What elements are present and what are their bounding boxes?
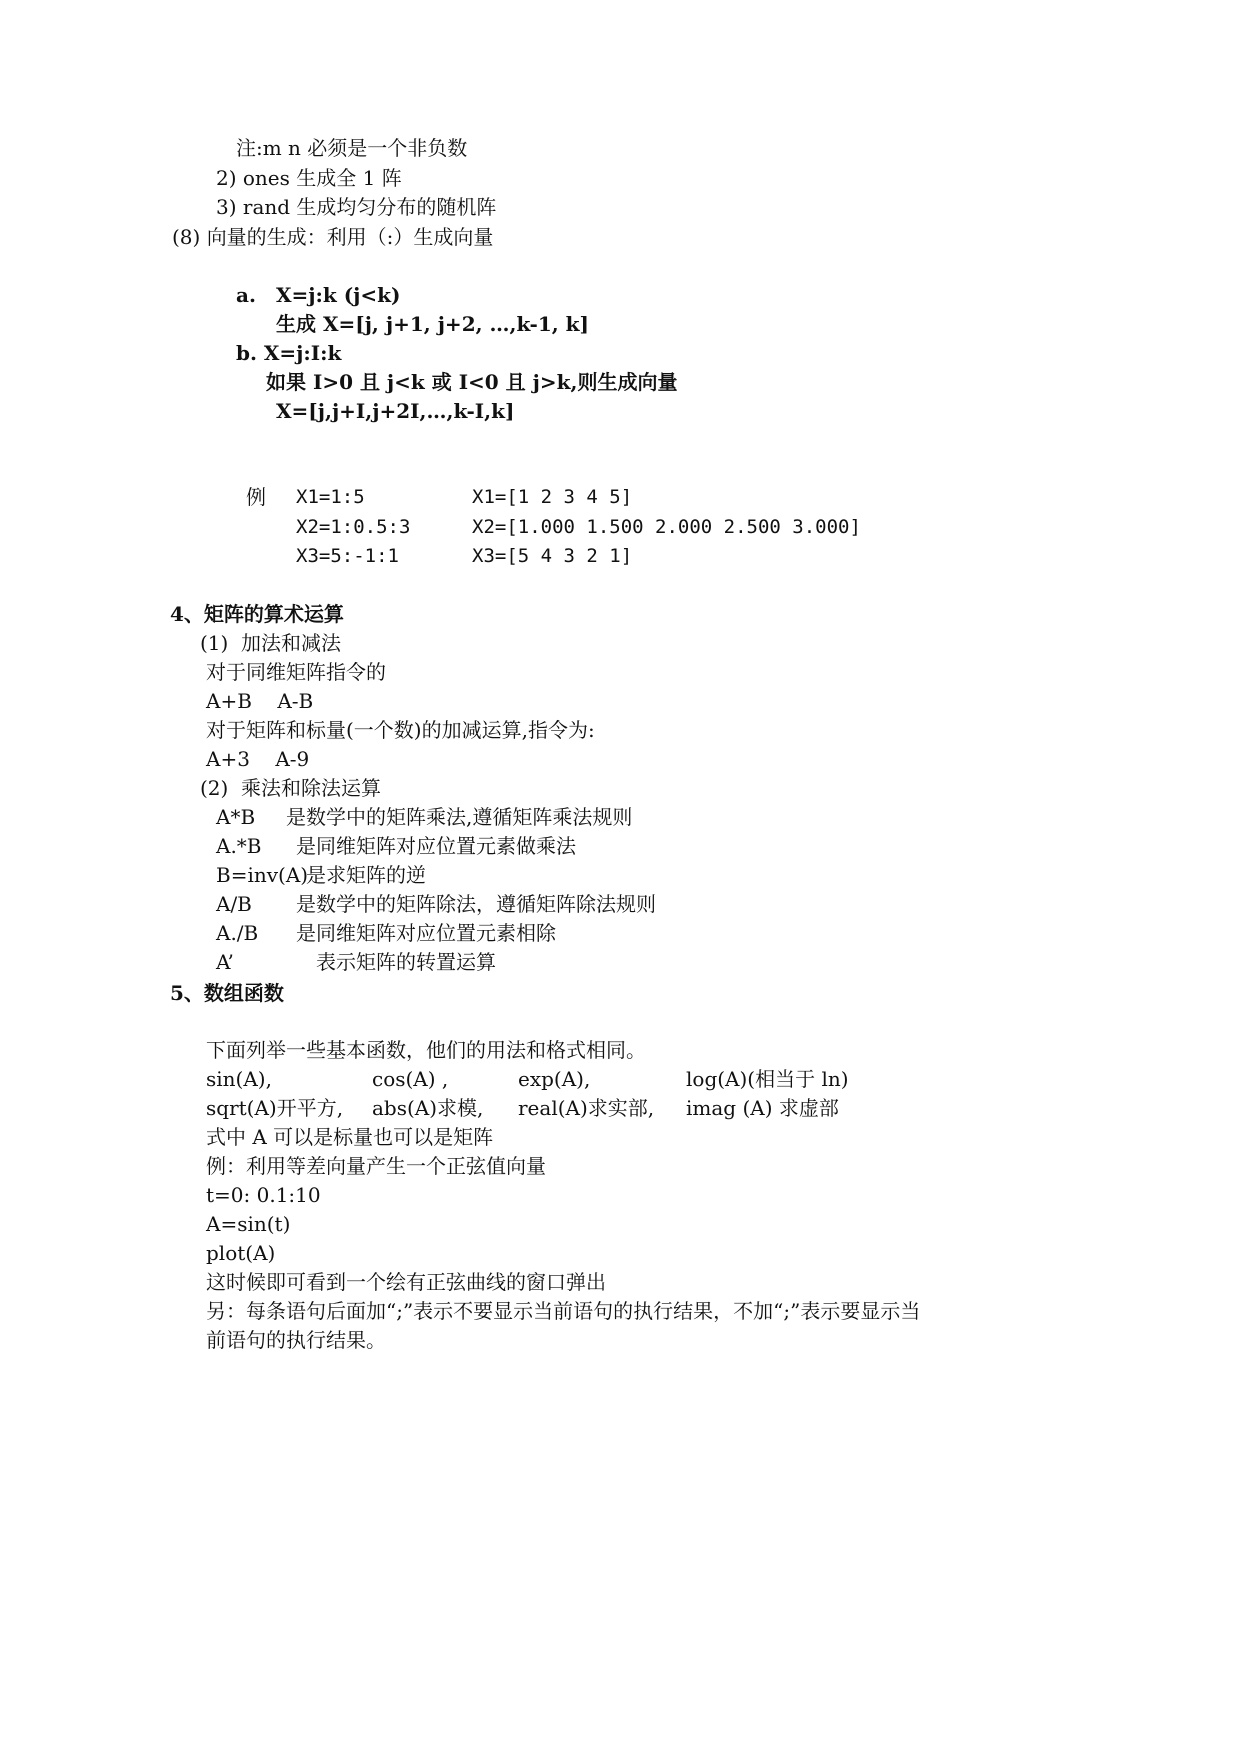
code-line: plot(A) [206,1241,276,1265]
function-item: abs(A)求模, [372,1096,484,1120]
op-desc: 表示矩阵的转置运算 [316,950,496,974]
case-b-result: X=[j,j+I,j+2I,…,k-I,k] [276,399,515,423]
op-desc: 是同维矩阵对应位置元素相除 [296,921,556,945]
list-item-ones: 2) ones 生成全 1 阵 [216,166,402,190]
case-b-line: b. X=j:I:k [236,341,342,365]
function-item: sin(A), [206,1067,272,1091]
list-item-rand: 3) rand 生成均匀分布的随机阵 [216,195,497,219]
example-expr: X2=1:0.5:3 [296,516,411,538]
code-line: t=0: 0.1:10 [206,1183,321,1207]
case-a-generated: 生成 X=[j, j+1, j+2, …,k-1, k] [276,312,590,336]
function-item: exp(A), [518,1067,591,1091]
example-result: X3=[5 4 3 2 1] [472,545,633,567]
op-desc: 是同维矩阵对应位置元素做乘法 [296,834,576,858]
example-result: X1=[1 2 3 4 5] [472,486,633,508]
subheading-mul-div: (2) 乘法和除法运算 [200,776,382,800]
function-item: imag (A) 求虚部 [686,1096,839,1120]
case-a-label: a. [236,283,256,307]
list-item-vector-generation: (8) 向量的生成：利用（:）生成向量 [172,225,494,249]
op-desc: 是数学中的矩阵除法，遵循矩阵除法规则 [296,892,656,916]
op-code: A/B [216,892,252,916]
example-result: X2=[1.000 1.500 2.000 2.500 3.000] [472,516,861,538]
section-heading-5: 5、数组函数 [170,981,284,1005]
function-item: sqrt(A)开平方, [206,1096,344,1120]
example-label: 例 [246,485,266,509]
function-item: log(A)(相当于 ln) [686,1067,849,1091]
code-line: A+3 A-9 [206,747,310,771]
op-code: B=inv(A) [216,863,309,887]
paragraph: 式中 A 可以是标量也可以是矩阵 [206,1125,494,1149]
code-line: A=sin(t) [206,1212,291,1236]
paragraph: 前语句的执行结果。 [206,1328,386,1352]
subheading-add-sub: (1) 加法和减法 [200,631,342,655]
section-heading-4: 4、矩阵的算术运算 [170,602,344,626]
paragraph: 另：每条语句后面加“;”表示不要显示当前语句的执行结果，不加“;”表示要显示当 [206,1299,921,1323]
function-item: real(A)求实部, [518,1096,655,1120]
paragraph: 对于同维矩阵指令的 [206,660,386,684]
op-code: A.*B [216,834,262,858]
example-expr: X1=1:5 [296,486,365,508]
op-desc: 是数学中的矩阵乘法,遵循矩阵乘法规则 [286,805,633,829]
op-code: A*B [216,805,256,829]
paragraph: 例：利用等差向量产生一个正弦值向量 [206,1154,546,1178]
code-line: A+B A-B [206,689,314,713]
paragraph: 对于矩阵和标量(一个数)的加减运算,指令为: [206,718,595,742]
example-expr: X3=5:-1:1 [296,545,399,567]
op-code: A’ [216,950,234,974]
paragraph: 下面列举一些基本函数，他们的用法和格式相同。 [206,1038,646,1062]
note-line: 注:m n 必须是一个非负数 [236,136,468,160]
op-code: A./B [216,921,259,945]
function-item: cos(A) , [372,1067,449,1091]
case-b-condition: 如果 I>0 且 j<k 或 I<0 且 j>k,则生成向量 [266,370,678,394]
paragraph: 这时候即可看到一个绘有正弦曲线的窗口弹出 [206,1270,606,1294]
case-a-code: X=j:k (j<k) [276,283,401,307]
op-desc: 是求矩阵的逆 [306,863,426,887]
